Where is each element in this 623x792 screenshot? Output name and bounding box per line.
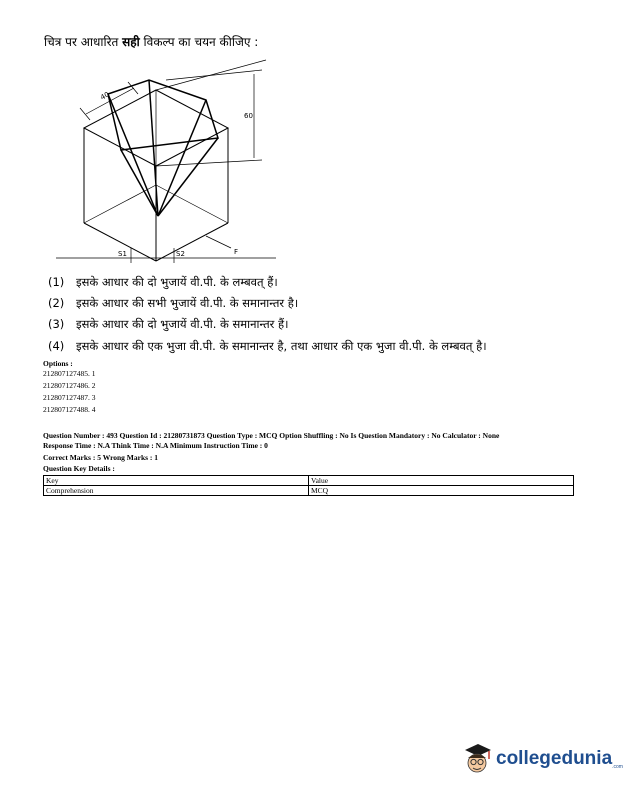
- label-s1: S1: [118, 250, 127, 258]
- dimension-40-label: 40: [99, 90, 111, 102]
- graduate-mascot-icon: [462, 742, 492, 776]
- option-3: (3) इसके आधार की दो भुजायें वी.पी. के समानान्तर हैं।: [48, 317, 289, 331]
- table-cell-key: Comprehension: [44, 486, 309, 496]
- dimension-60-label: 60: [244, 112, 253, 120]
- question-text: चित्र पर आधारित सही विकल्प का चयन कीजिए :: [44, 35, 259, 49]
- option-1: (1) इसके आधार की दो भुजायें वी.पी. के लम्बवत् हैं।: [48, 275, 278, 289]
- label-s2: S2: [176, 250, 185, 258]
- table-header-row: [44, 476, 574, 486]
- question-meta-line2: Response Time : N.A Think Time : N.A Minimum Instruction Time : 0: [43, 441, 268, 450]
- option-id-4: 212807127488. 4: [43, 405, 96, 414]
- pyramid-cube-figure: [56, 58, 276, 268]
- option-2: (2) इसके आधार की सभी भुजायें वी.पी. के समानान्तर है।: [48, 296, 299, 310]
- table-cell-value: MCQ: [309, 486, 574, 496]
- option-4: (4) इसके आधार की एक भुजा वी.पी. के समानान्तर है, तथा आधार की एक भुजा वी.पी. के लम्बवत् है।: [48, 339, 487, 353]
- question-meta-line3: Correct Marks : 5 Wrong Marks : 1: [43, 453, 159, 462]
- logo-text: collegedunia: [496, 748, 613, 769]
- question-meta-line4: Question Key Details :: [43, 464, 115, 473]
- options-heading: Options :: [43, 359, 73, 368]
- question-key-table: [43, 475, 574, 496]
- table-header-key: Key: [44, 476, 309, 486]
- question-meta-line1: Question Number : 493 Question Id : 21280731873 Question Type : MCQ Option Shuffling : No Is Question Mandatory : No Calculator : None: [43, 431, 500, 440]
- option-id-2: 212807127486. 2: [43, 381, 96, 390]
- option-id-1: 212807127485. 1: [43, 369, 96, 378]
- collegedunia-logo: [462, 742, 623, 776]
- option-id-3: 212807127487. 3: [43, 393, 96, 402]
- logo-suffix: .com: [612, 764, 623, 770]
- table-header-value: Value: [309, 476, 574, 486]
- table-row: [44, 486, 574, 496]
- label-f: F: [234, 248, 239, 256]
